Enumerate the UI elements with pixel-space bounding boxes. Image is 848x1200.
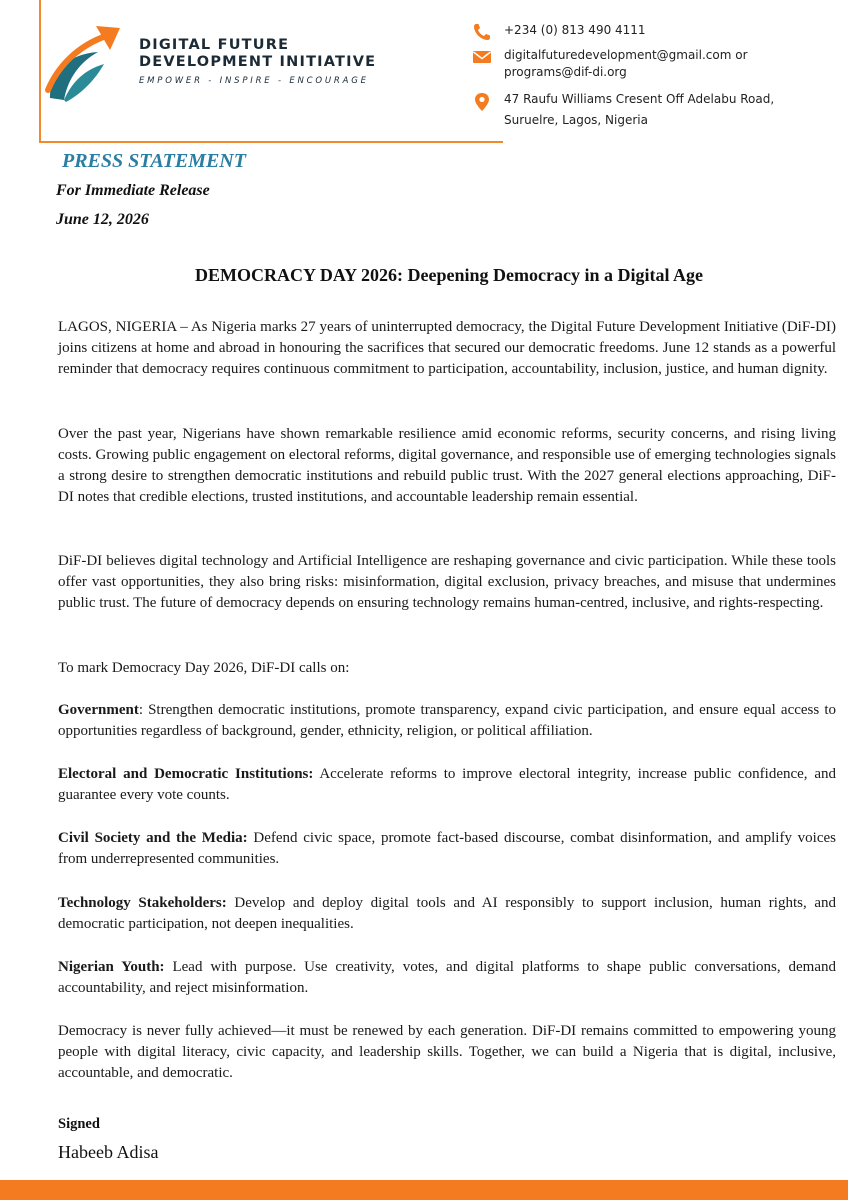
call-label: Electoral and Democratic Institutions:: [58, 766, 314, 782]
logo-icon: [44, 20, 124, 106]
call-text: Develop and deploy digital tools and AI responsibly to support inclusion, human rights, and democratic participation, not deepen inequalities.: [58, 895, 836, 932]
header-horizontal-rule: [39, 141, 503, 143]
paragraph-closing: Democracy is never fully achieved—it must be renewed by each generation. DiF-DI remains committed to empowering young people with digital literacy, civic capacity, and leadership skills. Together, we can build a Nigeria that is digital, inclusive, accountable, and democratic.: [58, 1023, 836, 1081]
call-label: Civil Society and the Media:: [58, 830, 248, 846]
release-date: June 12, 2026: [56, 211, 149, 228]
release-note: For Immediate Release: [56, 182, 210, 199]
organization-tagline: EMPOWER - INSPIRE - ENCOURAGE: [139, 76, 369, 86]
address-line2: Suruelre, Lagos, Nigeria: [504, 113, 648, 127]
signed-label: Signed: [58, 1116, 100, 1132]
organization-name: [139, 37, 376, 71]
paragraph-past-year: Over the past year, Nigerians have shown remarkable resilience amid economic reforms, security concerns, and rising living costs. Growing public engagement on electoral reforms, digital governance, and responsible use of emerging technologies signals a strong desire to strengthen democratic institutions and rebuild public trust. With the 2027 general elections approaching, DiF-DI notes that credible elections, trusted institutions, and accountable leadership remain essential.: [58, 426, 836, 505]
call-electoral-institutions: [58, 764, 836, 806]
paragraph-technology: DiF-DI believes digital technology and Artificial Intelligence are reshaping governance and civic participation. While these tools offer vast opportunities, they also bring risks: misinformation, digital exclusion, privacy breaches, and misuse that undermines public trust. The future of democracy depends on ensuring technology remains human-centred, inclusive, and rights-respecting.: [58, 553, 836, 611]
call-civil-society: [58, 828, 836, 870]
email-line1: digitalfuturedevelopment@gmail.com or: [504, 48, 748, 62]
email-address: [504, 47, 748, 81]
call-label: Government: [58, 702, 139, 718]
paragraph-calls-intro: To mark Democracy Day 2026, DiF-DI calls on:: [58, 660, 350, 676]
phone-number: +234 (0) 813 490 4111: [504, 23, 646, 37]
email-line2: programs@dif-di.org: [504, 65, 627, 79]
call-government: [58, 700, 836, 742]
address-line1: 47 Raufu Williams Cresent Off Adelabu Road,: [504, 92, 775, 106]
call-label: Nigerian Youth:: [58, 959, 165, 975]
envelope-icon: [472, 47, 492, 67]
organization-name-line2: DEVELOPMENT INITIATIVE: [139, 54, 377, 70]
headline: DEMOCRACY DAY 2026: Deepening Democracy in a Digital Age: [195, 265, 703, 285]
call-text: : Strengthen democratic institutions, promote transparency, expand civic participation, and ensure equal access to opportunities regardless of background, gender, ethnicity, religion, or political affiliation.: [58, 702, 836, 739]
paragraph-intro: LAGOS, NIGERIA – As Nigeria marks 27 years of uninterrupted democracy, the Digital Future Development Initiative (DiF-DI) joins citizens at home and abroad in honouring the sacrifices that secured our democratic freedoms. June 12 stands as a powerful reminder that democracy requires continuous commitment to participation, accountability, inclusion, justice, and human dignity.: [58, 319, 836, 377]
organization-name-line1: DIGITAL FUTURE: [139, 37, 290, 53]
address: [504, 89, 774, 131]
press-statement-label: PRESS STATEMENT: [62, 150, 246, 172]
signer-name: Habeeb Adisa: [58, 1142, 159, 1162]
call-text: Lead with purpose. Use creativity, votes, and digital platforms to shape public conversations, demand accountability, and reject misinformation.: [58, 959, 836, 996]
location-pin-icon: [472, 92, 492, 112]
call-technology-stakeholders: [58, 893, 836, 935]
call-nigerian-youth: [58, 957, 836, 999]
phone-icon: [472, 22, 492, 42]
header-vertical-rule: [39, 0, 41, 142]
call-label: Technology Stakeholders:: [58, 895, 227, 911]
call-text: Accelerate reforms to improve electoral integrity, increase public confidence, and guarantee every vote counts.: [58, 766, 837, 803]
footer-bar: [0, 1180, 848, 1200]
call-text: Defend civic space, promote fact-based discourse, combat disinformation, and amplify voices from underrepresented communities.: [58, 830, 836, 867]
